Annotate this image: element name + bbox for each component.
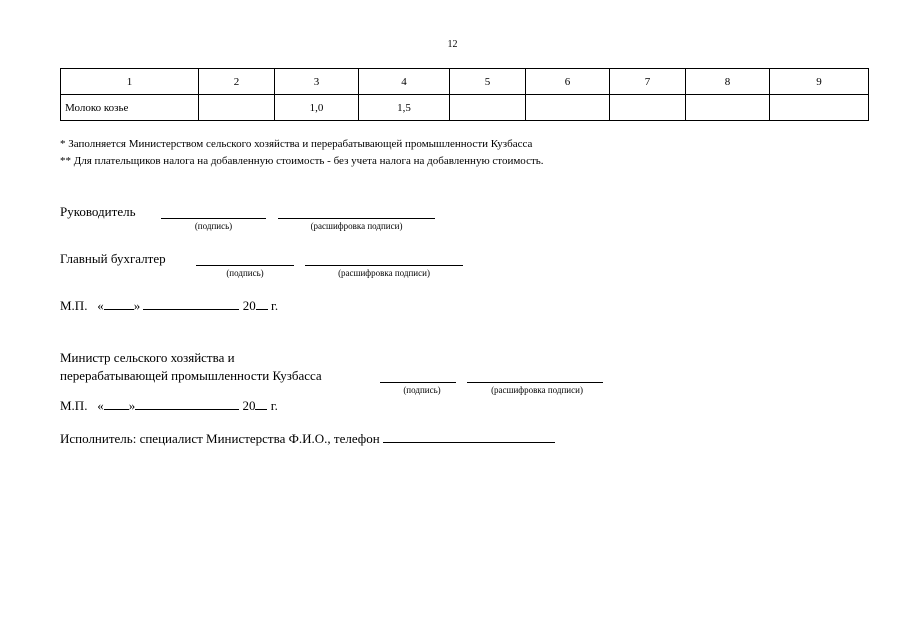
day-blank bbox=[104, 298, 134, 310]
day-blank bbox=[104, 398, 129, 410]
accountant-decode-line bbox=[305, 265, 463, 266]
minister-label-line1: Министр сельского хозяйства и bbox=[60, 350, 235, 365]
open-quote: « bbox=[97, 398, 104, 413]
stamp-mark: М.П. bbox=[60, 398, 88, 413]
header-cell: 4 bbox=[359, 69, 450, 95]
stamp-mark: М.П. bbox=[60, 298, 88, 313]
table-cell bbox=[610, 95, 686, 121]
table-cell bbox=[450, 95, 526, 121]
close-quote: » bbox=[133, 298, 141, 313]
header-cell: 8 bbox=[686, 69, 770, 95]
director-decode-line bbox=[278, 218, 435, 219]
director-decode-caption: (расшифровка подписи) bbox=[310, 221, 403, 231]
stamp-date-line-2 bbox=[60, 398, 278, 414]
accountant-label: Главный бухгалтер bbox=[60, 251, 166, 266]
data-table bbox=[60, 68, 869, 121]
year-blank bbox=[255, 398, 267, 410]
table-cell: 1,0 bbox=[275, 95, 359, 121]
table-cell bbox=[770, 95, 869, 121]
header-cell: 5 bbox=[450, 69, 526, 95]
page-number: 12 bbox=[447, 39, 458, 50]
header-cell: 9 bbox=[770, 69, 869, 95]
director-label: Руководитель bbox=[60, 204, 136, 219]
header-cell: 6 bbox=[526, 69, 610, 95]
year-prefix: 20 bbox=[242, 398, 256, 413]
open-quote: « bbox=[97, 298, 104, 313]
year-suffix: г. bbox=[270, 298, 279, 313]
table-row bbox=[61, 95, 869, 121]
accountant-signature-line bbox=[196, 265, 294, 266]
footnote-2: ** Для плательщиков налога на добавленную стоимость - без учета налога на добавленную стоимость. bbox=[60, 155, 544, 167]
header-cell: 3 bbox=[275, 69, 359, 95]
stamp-date-line-1 bbox=[60, 298, 278, 314]
close-quote: » bbox=[128, 398, 136, 413]
minister-signature-line bbox=[380, 382, 456, 383]
month-blank bbox=[143, 298, 239, 310]
product-name-cell: Молоко козье bbox=[61, 95, 199, 121]
executor-label: Исполнитель: специалист Министерства Ф.И.О., телефон bbox=[60, 431, 380, 446]
minister-label-line2: перерабатывающей промышленности Кузбасса bbox=[60, 368, 322, 383]
table-cell: 1,5 bbox=[359, 95, 450, 121]
director-signature-line bbox=[161, 218, 266, 219]
minister-sign-caption: (подпись) bbox=[403, 385, 441, 395]
executor-line bbox=[60, 431, 555, 447]
table-header-row bbox=[61, 69, 869, 95]
header-cell: 7 bbox=[610, 69, 686, 95]
footnote-1: * Заполняется Министерством сельского хозяйства и перерабатывающей промышленности Кузбасса bbox=[60, 138, 533, 150]
table-cell bbox=[526, 95, 610, 121]
year-blank bbox=[256, 298, 268, 310]
accountant-decode-caption: (расшифровка подписи) bbox=[338, 268, 430, 278]
year-prefix: 20 bbox=[242, 298, 256, 313]
header-cell: 2 bbox=[199, 69, 275, 95]
accountant-sign-caption: (подпись) bbox=[226, 268, 264, 278]
minister-decode-line bbox=[467, 382, 603, 383]
year-suffix: г. bbox=[270, 398, 278, 413]
minister-decode-caption: (расшифровка подписи) bbox=[491, 385, 583, 395]
phone-blank bbox=[383, 431, 555, 443]
director-sign-caption: (подпись) bbox=[194, 221, 233, 231]
table-cell bbox=[199, 95, 275, 121]
header-cell: 1 bbox=[61, 69, 199, 95]
table-cell bbox=[686, 95, 770, 121]
month-blank bbox=[135, 398, 239, 410]
